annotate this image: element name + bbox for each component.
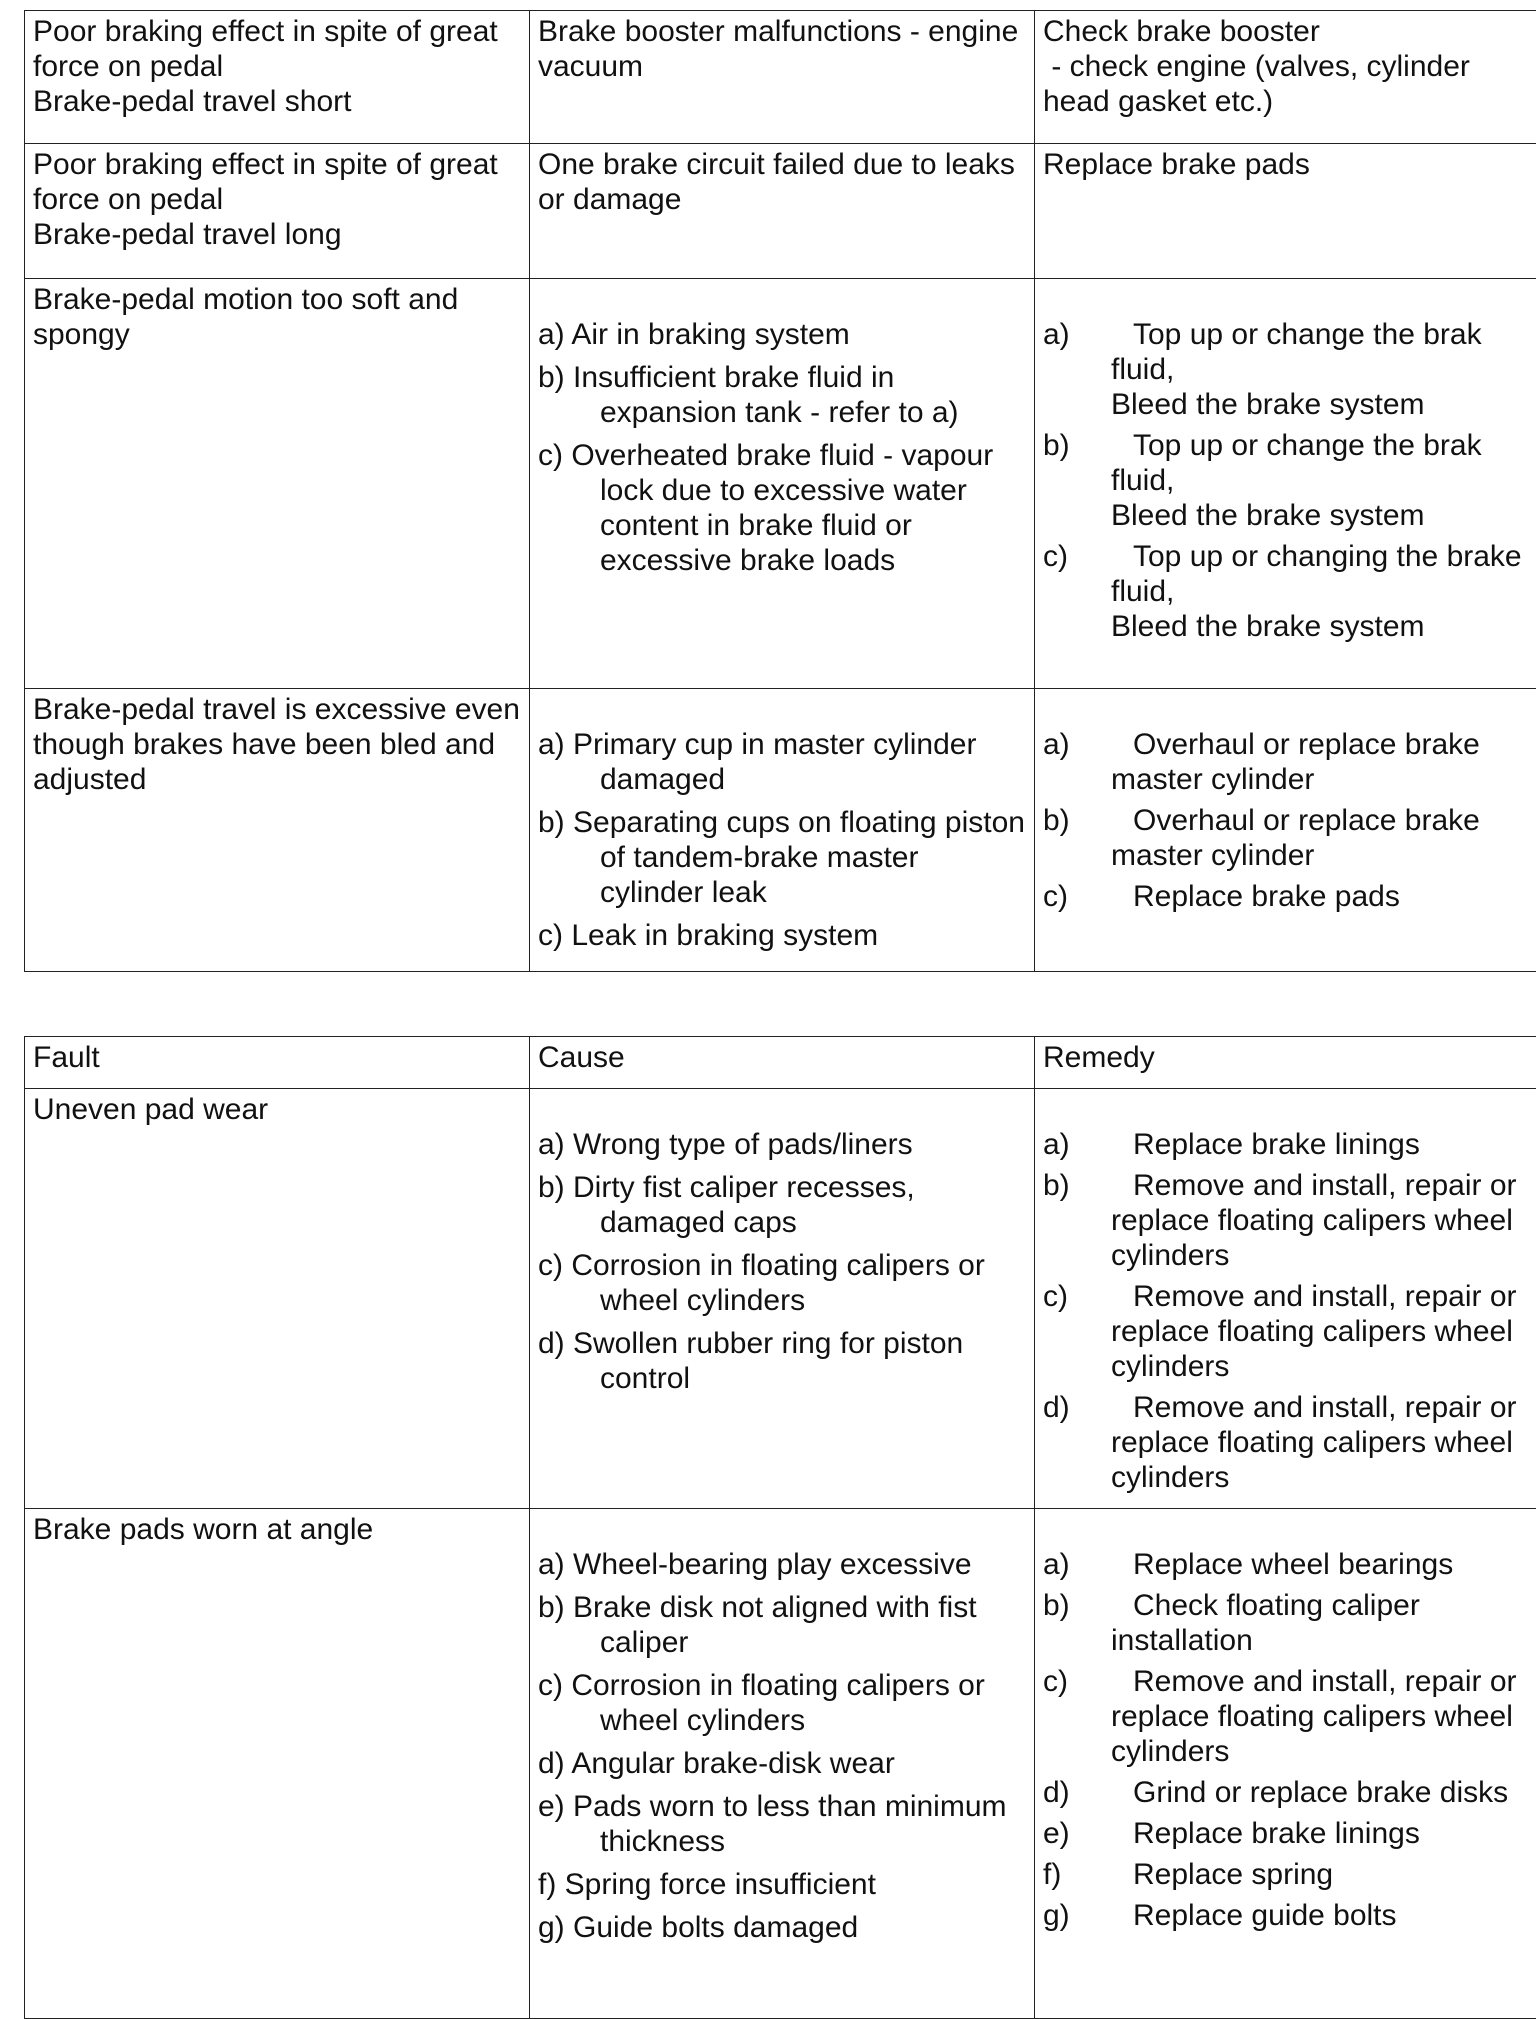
cause-cell: [530, 11, 1035, 144]
remedy-item: [1043, 1547, 1536, 1582]
remedy-cell: [1035, 1509, 1536, 2019]
remedy-item: [1043, 1168, 1536, 1273]
cause-item: e) Pads worn to less than minimum thickness: [538, 1789, 1028, 1859]
fault-text: Brake-pedal travel long: [33, 217, 523, 252]
remedy-text: Top up or change the brak fluid,: [1111, 317, 1536, 387]
remedy-marker: g): [1043, 1898, 1070, 1933]
remedy-marker: f): [1043, 1857, 1061, 1892]
header-remedy: Remedy: [1035, 1037, 1536, 1089]
table-row: [25, 1089, 1536, 1509]
remedy-item: [1043, 1816, 1536, 1851]
fault-cell: Brake pads worn at angle: [25, 1509, 530, 2019]
fault-text: Brake-pedal travel short: [33, 84, 523, 119]
cause-item: b) Dirty fist caliper recesses, damaged caps: [538, 1170, 1028, 1240]
cause-item: f) Spring force insufficient: [538, 1867, 1028, 1902]
remedy-item: [1043, 1664, 1536, 1769]
remedy-cell: [1035, 144, 1536, 279]
remedy-marker: a): [1043, 317, 1070, 352]
remedy-cell: [1035, 689, 1536, 972]
remedy-text: Remove and install, repair or replace floating calipers wheel cylinders: [1111, 1168, 1536, 1273]
fault-cell: [25, 144, 530, 279]
cause-item: c) Leak in braking system: [538, 918, 1028, 953]
remedy-text: - check engine (valves, cylinder head gasket etc.): [1043, 49, 1536, 119]
remedy-cell: [1035, 279, 1536, 689]
remedy-marker: c): [1043, 1279, 1068, 1314]
cause-item: c) Corrosion in floating calipers or wheel cylinders: [538, 1668, 1028, 1738]
remedy-marker: a): [1043, 1547, 1070, 1582]
cause-item: a) Primary cup in master cylinder damaged: [538, 727, 1028, 797]
cause-cell: [530, 689, 1035, 972]
table-row: [25, 279, 1536, 689]
remedy-text: Overhaul or replace brake master cylinder: [1111, 803, 1536, 873]
cause-item: a) Wheel-bearing play excessive: [538, 1547, 1028, 1582]
remedy-item: [1043, 1390, 1536, 1495]
remedy-item: [1043, 539, 1536, 644]
remedy-item: [1043, 317, 1536, 422]
remedy-marker: a): [1043, 727, 1070, 762]
cause-item: d) Angular brake-disk wear: [538, 1746, 1028, 1781]
remedy-extra: Bleed the brake system: [1111, 387, 1536, 422]
fault-cell: Uneven pad wear: [25, 1089, 530, 1509]
remedy-text: Remove and install, repair or replace floating calipers wheel cylinders: [1111, 1664, 1536, 1769]
remedy-text: Check brake booster: [1043, 14, 1536, 49]
remedy-item: [1043, 1127, 1536, 1162]
fault-table-continued: [24, 10, 1536, 972]
remedy-text: Top up or changing the brake fluid,: [1111, 539, 1536, 609]
header-fault: Fault: [25, 1037, 530, 1089]
remedy-text: Replace guide bolts: [1111, 1898, 1536, 1933]
remedy-marker: c): [1043, 1664, 1068, 1699]
remedy-marker: b): [1043, 1168, 1070, 1203]
remedy-cell: [1035, 1089, 1536, 1509]
remedy-marker: e): [1043, 1816, 1070, 1851]
fault-text: Poor braking effect in spite of great force on pedal: [33, 147, 523, 217]
remedy-text: Replace brake pads: [1111, 879, 1536, 914]
table-header-row: [25, 1037, 1536, 1089]
remedy-text: Top up or change the brak fluid,: [1111, 428, 1536, 498]
remedy-item: [1043, 803, 1536, 873]
cause-item: a) Air in braking system: [538, 317, 1028, 352]
cause-item: c) Overheated brake fluid - vapour lock due to excessive water content in brake fluid or excessive brake loads: [538, 438, 1028, 578]
remedy-text: Check floating caliper installation: [1111, 1588, 1536, 1658]
remedy-text: Remove and install, repair or replace floating calipers wheel cylinders: [1111, 1390, 1536, 1495]
remedy-marker: b): [1043, 803, 1070, 838]
cause-cell: [530, 144, 1035, 279]
cause-cell: [530, 1089, 1035, 1509]
remedy-item: [1043, 1857, 1536, 1892]
table-row: [25, 689, 1536, 972]
remedy-marker: d): [1043, 1390, 1070, 1425]
cause-item: b) Insufficient brake fluid in expansion tank - refer to a): [538, 360, 1028, 430]
cause-item: b) Separating cups on floating piston of tandem-brake master cylinder leak: [538, 805, 1028, 910]
remedy-marker: b): [1043, 1588, 1070, 1623]
remedy-text: Overhaul or replace brake master cylinder: [1111, 727, 1536, 797]
cause-item: b) Brake disk not aligned with fist caliper: [538, 1590, 1028, 1660]
table-row: [25, 144, 1536, 279]
cause-cell: [530, 279, 1035, 689]
remedy-cell: [1035, 11, 1536, 144]
remedy-text: Replace brake linings: [1111, 1127, 1536, 1162]
cause-item: g) Guide bolts damaged: [538, 1910, 1028, 1945]
remedy-text: Replace brake pads: [1043, 147, 1536, 182]
remedy-text: Grind or replace brake disks: [1111, 1775, 1536, 1810]
remedy-text: Remove and install, repair or replace floating calipers wheel cylinders: [1111, 1279, 1536, 1384]
remedy-item: [1043, 879, 1536, 914]
remedy-extra: Bleed the brake system: [1111, 498, 1536, 533]
header-cause: Cause: [530, 1037, 1035, 1089]
remedy-extra: Bleed the brake system: [1111, 609, 1536, 644]
remedy-item: [1043, 1898, 1536, 1933]
remedy-item: [1043, 1775, 1536, 1810]
cause-item: c) Corrosion in floating calipers or wheel cylinders: [538, 1248, 1028, 1318]
fault-text: Brake-pedal motion too soft and spongy: [33, 282, 523, 352]
cause-item: d) Swollen rubber ring for piston control: [538, 1326, 1028, 1396]
remedy-marker: b): [1043, 428, 1070, 463]
remedy-item: [1043, 727, 1536, 797]
remedy-text: Replace wheel bearings: [1111, 1547, 1536, 1582]
remedy-marker: d): [1043, 1775, 1070, 1810]
fault-text: Brake-pedal travel is excessive even though brakes have been bled and adjusted: [33, 692, 523, 797]
cause-text: One brake circuit failed due to leaks or damage: [538, 147, 1028, 217]
fault-cause-remedy-table: [24, 1036, 1536, 2019]
remedy-item: [1043, 1279, 1536, 1384]
table-row: [25, 1509, 1536, 2019]
fault-text: Poor braking effect in spite of great force on pedal: [33, 14, 523, 84]
cause-text: Brake booster malfunctions - engine vacuum: [538, 14, 1028, 84]
remedy-text: Replace spring: [1111, 1857, 1536, 1892]
remedy-marker: c): [1043, 539, 1068, 574]
cause-item: a) Wrong type of pads/liners: [538, 1127, 1028, 1162]
remedy-item: [1043, 428, 1536, 533]
fault-cell: [25, 279, 530, 689]
table-row: [25, 11, 1536, 144]
cause-cell: [530, 1509, 1035, 2019]
remedy-text: Replace brake linings: [1111, 1816, 1536, 1851]
remedy-marker: a): [1043, 1127, 1070, 1162]
fault-cell: [25, 689, 530, 972]
fault-cell: [25, 11, 530, 144]
remedy-marker: c): [1043, 879, 1068, 914]
remedy-item: [1043, 1588, 1536, 1658]
